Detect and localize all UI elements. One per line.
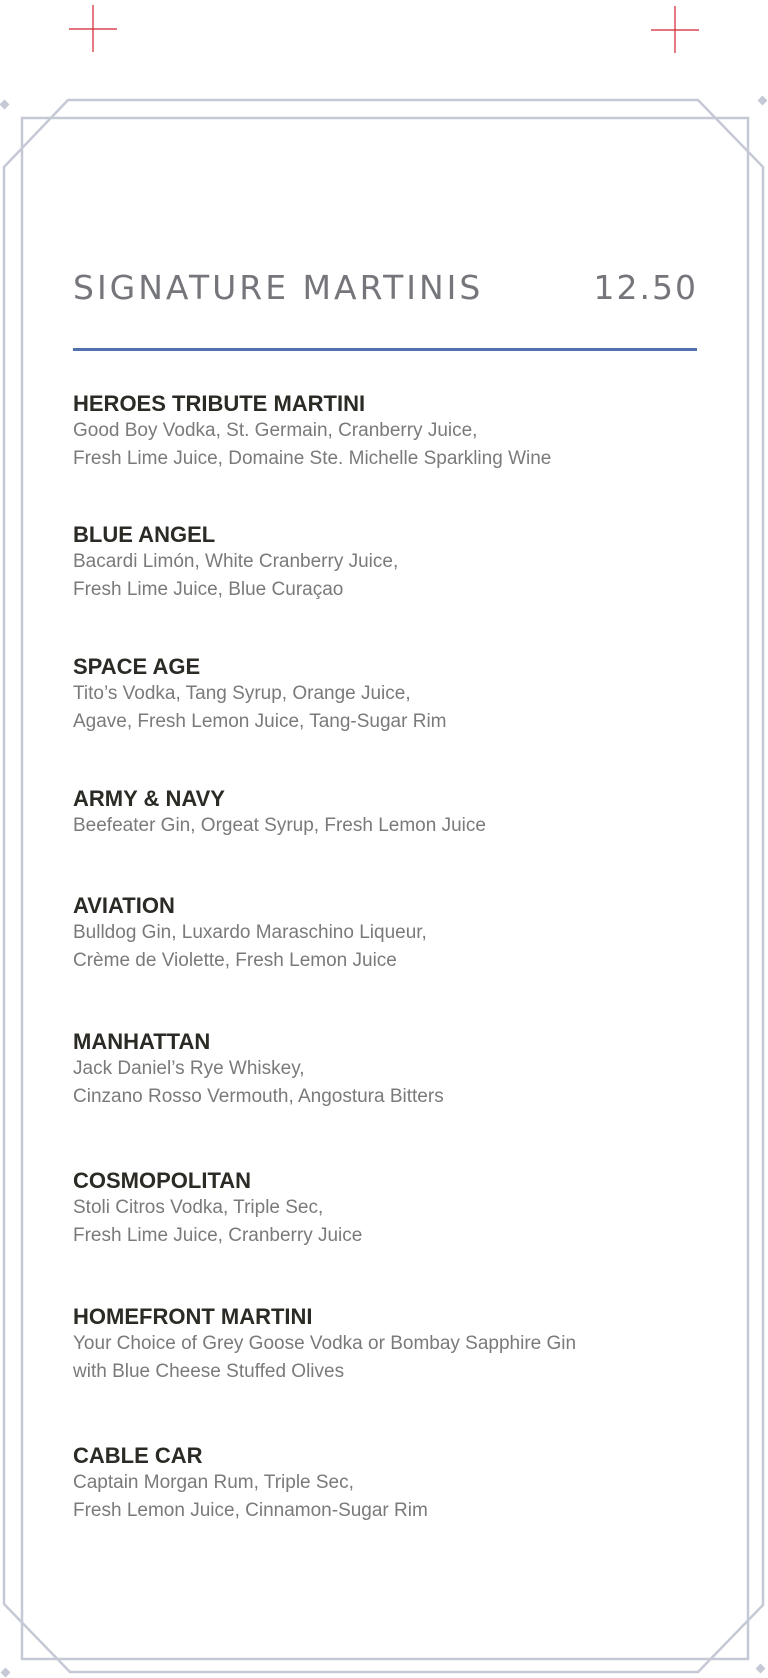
outer-octagon-border [4,100,763,1672]
item-name: BLUE ANGEL [73,522,216,547]
menu-item [73,1168,698,1250]
section-title: SIGNATURE MARTINIS [73,268,484,307]
crop-mark-icon [651,6,699,53]
item-description: Bacardi Limón, White Cranberry Juice, [73,551,399,572]
item-name: CABLE CAR [73,1443,203,1468]
item-name: MANHATTAN [73,1029,211,1054]
menu-item [73,522,698,604]
item-name: ARMY & NAVY [73,786,225,811]
item-description: Crème de Violette, Fresh Lemon Juice [73,950,397,971]
menu-item [73,786,698,840]
item-description: Beefeater Gin, Orgeat Syrup, Fresh Lemon Juice [73,815,486,836]
item-description: Good Boy Vodka, St. Germain, Cranberry Juice, [73,420,478,441]
item-description: Tito’s Vodka, Tang Syrup, Orange Juice, [73,683,411,704]
section-price: 12.50 [593,268,698,307]
item-description: Cinzano Rosso Vermouth, Angostura Bitters [73,1086,444,1107]
diamond-icon [1,1668,11,1678]
item-name: COSMOPOLITAN [73,1168,252,1193]
item-name: HOMEFRONT MARTINI [73,1304,313,1329]
item-description: Jack Daniel’s Rye Whiskey, [73,1058,305,1079]
item-description: Agave, Fresh Lemon Juice, Tang-Sugar Rim [73,711,447,732]
diamond-icon [0,100,9,110]
item-description: with Blue Cheese Stuffed Olives [73,1361,345,1382]
header-divider [73,348,697,351]
menu-item [73,391,698,473]
item-description: Fresh Lime Juice, Cranberry Juice [73,1225,363,1246]
item-description: Stoli Citros Vodka, Triple Sec, [73,1197,324,1218]
section-header [73,268,698,308]
item-description: Your Choice of Grey Goose Vodka or Bombay Sapphire Gin [73,1333,577,1354]
menu-item [73,1443,698,1525]
diamond-icon [756,1664,766,1674]
menu-item [73,1304,698,1386]
menu-item [73,1029,698,1111]
item-name: HEROES TRIBUTE MARTINI [73,391,366,416]
item-description: Fresh Lime Juice, Blue Curaçao [73,579,344,600]
item-description: Fresh Lemon Juice, Cinnamon-Sugar Rim [73,1500,428,1521]
crop-mark-icon [69,5,117,52]
menu-item [73,893,698,975]
menu-item [73,654,698,736]
item-description: Bulldog Gin, Luxardo Maraschino Liqueur, [73,922,427,943]
item-name: SPACE AGE [73,654,201,679]
diamond-icon [758,96,768,106]
item-name: AVIATION [73,893,175,918]
item-description: Captain Morgan Rum, Triple Sec, [73,1472,354,1493]
item-description: Fresh Lime Juice, Domaine Ste. Michelle Sparkling Wine [73,448,552,469]
